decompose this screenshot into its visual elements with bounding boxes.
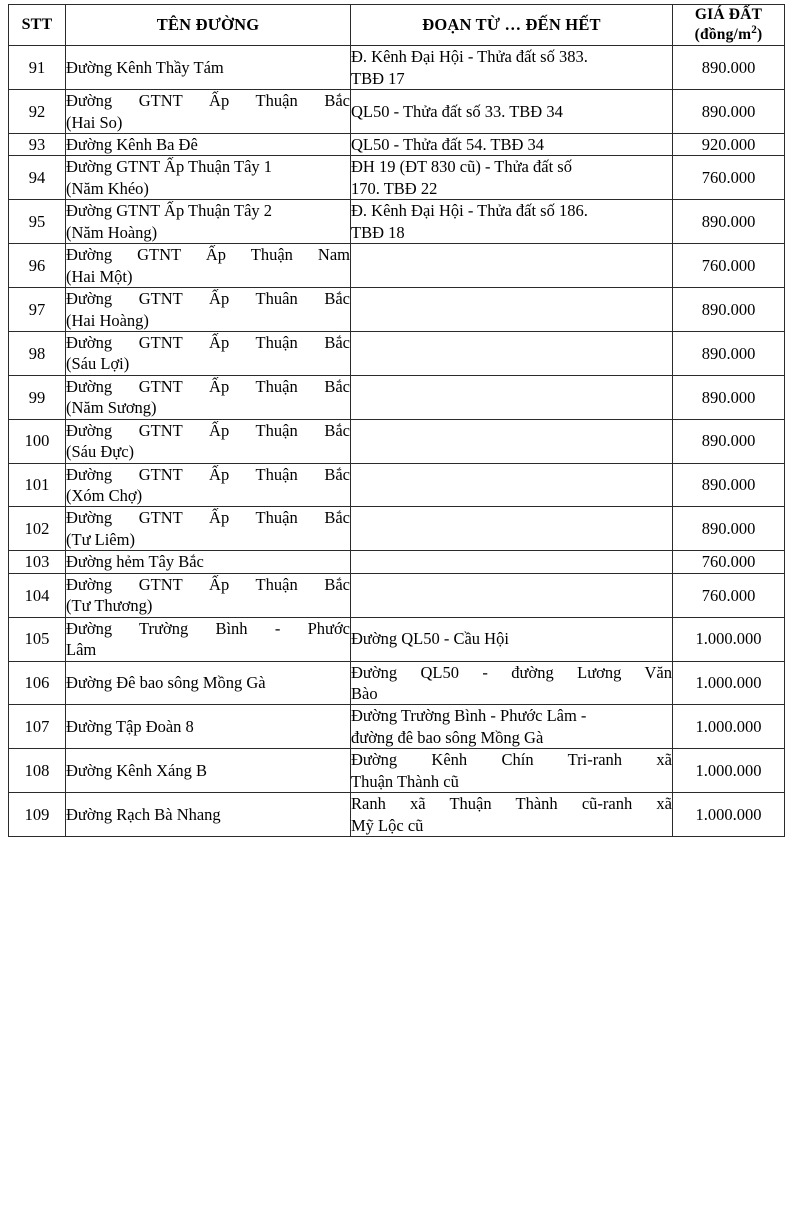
segment-line2: TBĐ 18 [351, 222, 405, 242]
price-header-line2 [673, 25, 784, 45]
cell-segment-empty [351, 573, 673, 617]
cell-street-name [66, 90, 351, 134]
cell-price: 890.000 [673, 419, 785, 463]
cell-segment-empty [351, 551, 673, 573]
segment-line1: Ranh xã Thuận Thành cũ-ranh xã [351, 794, 672, 814]
cell-price: 760.000 [673, 551, 785, 573]
cell-street-name [66, 793, 351, 837]
street-name-line2: (Năm Khéo) [66, 178, 149, 198]
table-row [9, 46, 785, 90]
cell-stt: 98 [9, 331, 66, 375]
cell-street-name [66, 156, 351, 200]
cell-stt: 99 [9, 375, 66, 419]
street-name-line1: Đường GTNT Ấp Thuận Bắc [66, 508, 350, 528]
street-name-line2: (Sáu Lợi) [66, 354, 130, 374]
street-name-line2: (Tư Liêm) [66, 529, 135, 549]
cell-price: 890.000 [673, 375, 785, 419]
cell-price: 760.000 [673, 156, 785, 200]
cell-price: 760.000 [673, 573, 785, 617]
cell-price: 1.000.000 [673, 749, 785, 793]
cell-price: 1.000.000 [673, 661, 785, 705]
street-name-line2: (Năm Sương) [66, 398, 157, 418]
cell-price: 1.000.000 [673, 617, 785, 661]
cell-stt: 107 [9, 705, 66, 749]
land-price-table [8, 4, 785, 837]
table-row [9, 419, 785, 463]
table-row [9, 705, 785, 749]
street-name-line1: Đường hẻm Tây Bắc [66, 552, 204, 572]
cell-segment [351, 134, 673, 156]
column-header-segment: ĐOẠN TỪ … ĐẾN HẾT [351, 5, 673, 46]
cell-price: 890.000 [673, 288, 785, 332]
segment-line1: ĐH 19 (ĐT 830 cũ) - Thửa đất số [351, 157, 572, 177]
segment-line2: đường đê bao sông Mồng Gà [351, 727, 544, 747]
table-row [9, 463, 785, 507]
cell-price: 890.000 [673, 46, 785, 90]
segment-line1: QL50 - Thửa đất 54. TBĐ 34 [351, 135, 545, 155]
price-unit-exponent: 2 [751, 23, 757, 36]
table-row [9, 288, 785, 332]
street-name-line1: Đường GTNT Ấp Thuận Bắc [66, 574, 350, 594]
cell-price: 1.000.000 [673, 793, 785, 837]
cell-segment [351, 200, 673, 244]
column-header-price [673, 5, 785, 46]
segment-line2: 170. TBĐ 22 [351, 178, 438, 198]
cell-segment-empty [351, 244, 673, 288]
cell-stt: 102 [9, 507, 66, 551]
cell-segment-empty [351, 507, 673, 551]
cell-stt: 100 [9, 419, 66, 463]
street-name-line1: Đường GTNT Ấp Thuận Tây 2 [66, 201, 273, 221]
street-name-line2: (Hai Một) [66, 266, 133, 286]
cell-price: 890.000 [673, 331, 785, 375]
street-name-line1: Đường Kênh Ba Đê [66, 135, 198, 155]
table-row [9, 793, 785, 837]
cell-price: 890.000 [673, 463, 785, 507]
cell-segment [351, 749, 673, 793]
table-body [9, 46, 785, 837]
cell-street-name [66, 573, 351, 617]
header-row [9, 5, 785, 46]
segment-line1: Đường QL50 - Cầu Hội [351, 629, 509, 649]
segment-line1: QL50 - Thửa đất số 33. TBĐ 34 [351, 101, 563, 121]
table-row [9, 331, 785, 375]
table-row [9, 573, 785, 617]
cell-price: 1.000.000 [673, 705, 785, 749]
street-name-line1: Đường Tập Đoàn 8 [66, 717, 194, 737]
cell-stt: 95 [9, 200, 66, 244]
street-name-line1: Đường GTNT Ấp Thuận Bắc [66, 91, 350, 111]
street-name-line1: Đường Kênh Xáng B [66, 761, 207, 780]
cell-street-name [66, 463, 351, 507]
cell-stt: 91 [9, 46, 66, 90]
cell-street-name [66, 749, 351, 793]
cell-segment-empty [351, 331, 673, 375]
cell-stt: 105 [9, 617, 66, 661]
cell-segment [351, 46, 673, 90]
cell-price: 890.000 [673, 200, 785, 244]
cell-stt: 96 [9, 244, 66, 288]
table-row [9, 90, 785, 134]
table-header [9, 5, 785, 46]
cell-stt: 101 [9, 463, 66, 507]
segment-line1: Đường QL50 - đường Lương Văn [351, 662, 672, 682]
column-header-stt: STT [9, 5, 66, 46]
cell-street-name [66, 661, 351, 705]
table-row [9, 749, 785, 793]
segment-line2: Thuận Thành cũ [351, 771, 459, 791]
cell-street-name [66, 507, 351, 551]
cell-segment [351, 661, 673, 705]
street-name-line1: Đường GTNT Ấp Thuận Bắc [66, 332, 350, 352]
cell-segment [351, 793, 673, 837]
table-row [9, 156, 785, 200]
cell-segment [351, 705, 673, 749]
cell-stt: 94 [9, 156, 66, 200]
street-name-line1: Đường Trường Bình - Phước [66, 618, 350, 638]
cell-street-name [66, 46, 351, 90]
price-unit-prefix: (đồng/m [694, 26, 752, 44]
street-name-line1: Đường Đê bao sông Mồng Gà [66, 673, 266, 693]
price-unit-suffix: ) [756, 26, 763, 44]
cell-price: 890.000 [673, 507, 785, 551]
cell-stt: 93 [9, 134, 66, 156]
cell-street-name [66, 134, 351, 156]
table-row [9, 551, 785, 573]
table-row [9, 244, 785, 288]
cell-street-name [66, 375, 351, 419]
cell-street-name [66, 200, 351, 244]
street-name-line1: Đường GTNT Ấp Thuân Bắc [66, 289, 350, 309]
table-row [9, 661, 785, 705]
cell-stt: 92 [9, 90, 66, 134]
cell-street-name [66, 331, 351, 375]
table-row [9, 507, 785, 551]
cell-stt: 103 [9, 551, 66, 573]
street-name-line2: (Hai So) [66, 112, 123, 132]
cell-segment-empty [351, 288, 673, 332]
table-row [9, 134, 785, 156]
cell-street-name [66, 705, 351, 749]
segment-line2: TBĐ 17 [351, 68, 405, 88]
segment-line1: Đ. Kênh Đại Hội - Thửa đất số 186. [351, 201, 588, 221]
cell-segment [351, 156, 673, 200]
column-header-street-name: TÊN ĐƯỜNG [66, 5, 351, 46]
cell-stt: 97 [9, 288, 66, 332]
cell-price: 760.000 [673, 244, 785, 288]
street-name-line1: Đường GTNT Ấp Thuận Nam [66, 245, 350, 265]
street-name-line2: (Năm Hoàng) [66, 222, 158, 242]
cell-street-name [66, 288, 351, 332]
segment-line1: Đường Kênh Chín Tri-ranh xã [351, 750, 672, 770]
street-name-line2: (Sáu Đực) [66, 442, 135, 462]
price-header-line1: GIÁ ĐẤT [694, 6, 763, 23]
price-table-container [8, 4, 784, 837]
segment-line2: Mỹ Lộc cũ [351, 815, 424, 835]
cell-stt: 109 [9, 793, 66, 837]
segment-line2: Bào [351, 683, 378, 703]
cell-price: 890.000 [673, 90, 785, 134]
street-name-line2: (Hai Hoàng) [66, 310, 149, 330]
segment-line1: Đ. Kênh Đại Hội - Thửa đất số 383. [351, 47, 588, 67]
table-row [9, 375, 785, 419]
street-name-line1: Đường GTNT Ấp Thuận Bắc [66, 464, 350, 484]
street-name-line1: Đường GTNT Ấp Thuận Bắc [66, 420, 350, 440]
cell-stt: 106 [9, 661, 66, 705]
street-name-line2: (Xóm Chợ) [66, 486, 143, 506]
cell-stt: 108 [9, 749, 66, 793]
street-name-line2: Lâm [66, 640, 97, 660]
street-name-line1: Đường GTNT Ấp Thuận Bắc [66, 376, 350, 396]
cell-price: 920.000 [673, 134, 785, 156]
cell-street-name [66, 244, 351, 288]
cell-street-name [66, 617, 351, 661]
street-name-line1: Đường Kênh Thầy Tám [66, 58, 224, 77]
cell-segment [351, 90, 673, 134]
cell-segment-empty [351, 375, 673, 419]
cell-street-name [66, 419, 351, 463]
street-name-line1: Đường Rạch Bà Nhang [66, 804, 221, 824]
cell-street-name [66, 551, 351, 573]
cell-segment-empty [351, 463, 673, 507]
table-row [9, 200, 785, 244]
segment-line1: Đường Trường Bình - Phước Lâm - [351, 706, 587, 726]
cell-segment [351, 617, 673, 661]
cell-segment-empty [351, 419, 673, 463]
street-name-line2: (Tư Thương) [66, 596, 153, 616]
cell-stt: 104 [9, 573, 66, 617]
table-row [9, 617, 785, 661]
street-name-line1: Đường GTNT Ấp Thuận Tây 1 [66, 157, 273, 177]
